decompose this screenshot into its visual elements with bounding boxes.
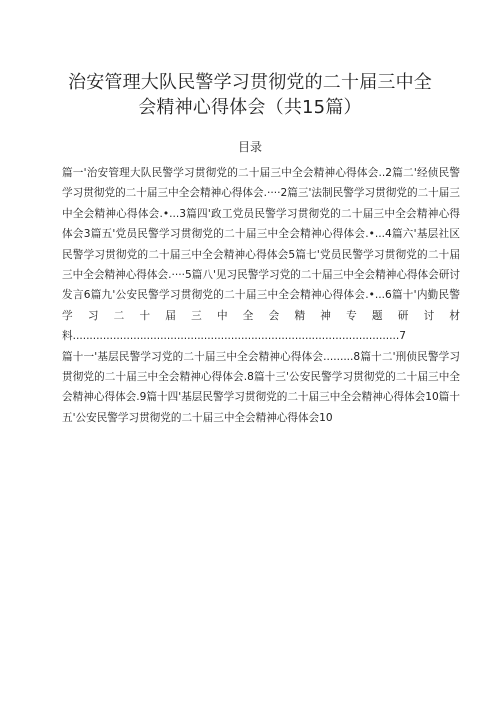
- document-title: [40, 70, 460, 120]
- table-of-contents: [62, 163, 460, 428]
- document-title-line-1: 治安管理大队民警学习贯彻党的二十届三中全: [68, 72, 432, 93]
- toc-heading: 目录: [237, 140, 262, 154]
- toc-paragraph-2: 篇十一'基层民警学习党的二十届三中全会精神心得体会.........8篇十二'刑侦民警学习贯彻党的二十届三中全会精神心得体会.8篇十三'公安民警学习贯彻党的二十届三中全会精神心得体会.9篇十四'基层民警学习贯彻党的二十届三中全会精神心得体会10篇十五'公安民警学习贯彻党的二十届三中全会精神心得体会10: [62, 350, 460, 424]
- toc-paragraph-1: 篇一'治安管理大队民警学习贯彻党的二十届三中全会精神心得体会..2篇二'经侦民警学习贯彻党的二十届三中全会精神心得体会.····2篇三'法制民警学习贯彻党的二十届三中全会精神心得体会.•...3篇四'政工党员民警学习贯彻党的二十届三中全会精神心得体会3篇五'党员民警学习贯彻党的二十届三中全会精神心得体会.•...4篇六'基层社区民警学习贯彻党的二十届三中全会精神心得体会5篇七'党员民警学习贯彻党的二十届三中全会精神心得体会.····5篇八'见习民警学习党的二十届三中全会精神心得体会研讨发言6篇九'公安民警学习贯彻党的二十届三中全会精神心得体会.•...6篇十'内勤民警学习二十届三中全会精神专题研讨材料.................................................................................................7: [62, 167, 460, 343]
- document-title-line-2: 会精神心得体会（共15篇）: [138, 97, 362, 118]
